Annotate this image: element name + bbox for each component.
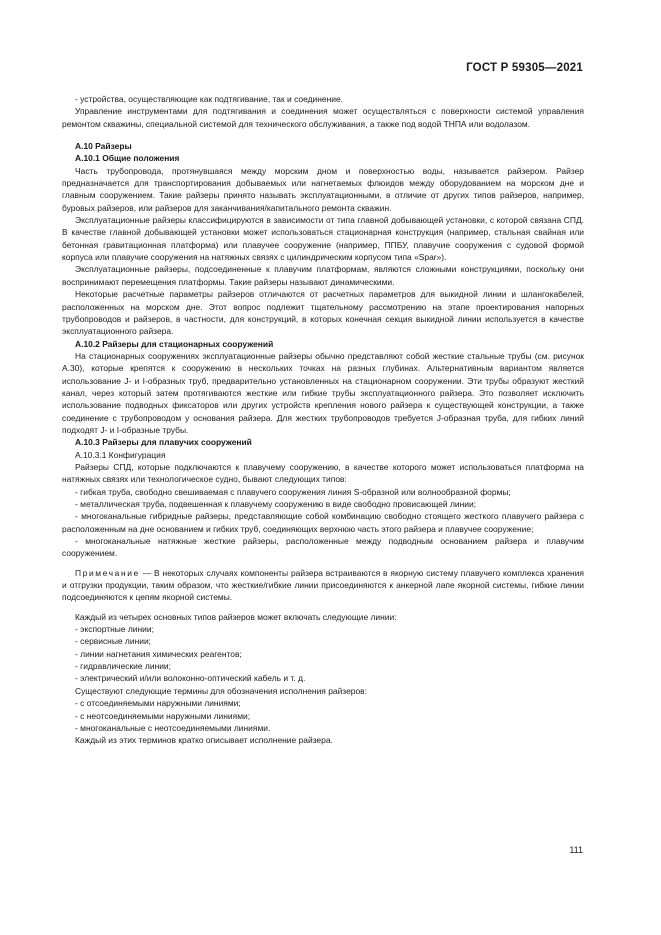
standard-header: ГОСТ Р 59305—2021 [466, 62, 583, 74]
list-item: - экспортные линии; [75, 624, 154, 635]
paragraph: Управление инструментами для подтягивания и соединения может осуществляться с поверхности системой управления ремонтом скважины, специальной системой для технического обслуживания, а также под водой ТНПА или водолазом. [62, 106, 584, 129]
list-item: - с неотсоединяемыми наружными линиями; [75, 710, 251, 721]
paragraph: Эксплуатационные райзеры классифицируются в зависимости от типа главной добывающей установки, с которой связана СПД. В качестве главной добывающей установки может использоваться стационарная конструкция (например, стальная свайная или бетонная гравитационная платформа) или плавучее сооружение (например, ППБУ, плавучие сооружения с судовой формой корпуса или плавучие сооружения на натяжных связях с цилиндрическим корпусом типа «Spar»). [62, 215, 584, 263]
paragraph: Каждый из четырех основных типов райзеров может включать следующие линии: [75, 611, 397, 622]
note-label: Примечание [75, 567, 140, 578]
list-item: - гидравлические линии; [75, 661, 171, 672]
section-heading: А.10 Райзеры [75, 141, 132, 152]
list-item: - сервисные линии; [75, 636, 151, 647]
note-text: — В некоторых случаях компоненты райзера встраиваются в якорную систему плавучего комплекса хранения и отгрузки продукции, таким образом, что жесткие/гибкие линии присоединяются к анкерной лапе якорной системы, гибкие линии подсоединяются к цепям якорной системы. [62, 567, 584, 603]
paragraph: Некоторые расчетные параметры райзеров отличаются от расчетных параметров для выкидной линии и шлангокабелей, расположенных на морском дне. Этот вопрос подлежит тщательному рассмотрению на этапе проектирования напорных трубопроводов и райзеров, в частности, для конструкций, в которых конечная секция выкидной линии используется в качестве эксплуатационного райзера. [62, 289, 584, 337]
list-item: - электрический и/или волоконно-оптический кабель и т. д. [75, 673, 306, 684]
clause-heading: А.10.3.1 Конфигурация [75, 449, 166, 460]
list-item: - многоканальные с неотсоединяемыми линиями. [75, 722, 271, 733]
subsection-heading: А.10.3 Райзеры для плавучих сооружений [75, 437, 252, 448]
document-body [62, 93, 584, 747]
paragraph: Существуют следующие термины для обозначения исполнения райзеров: [75, 685, 367, 696]
paragraph: Часть трубопровода, протянувшаяся между морским дном и поверхностью воды, называется райзером. Райзер предназначается для транспортирования добываемых или нагнетаемых флюидов между оборудованием на морском дне и главным сооружением. Такие райзеры принято называть эксплуатационными, в отличие от других типов райзеров, например, буровых райзеров, или райзеров для заканчивания/капитального ремонта скважин. [62, 165, 584, 213]
list-item: - многоканальные гибридные райзеры, представляющие собой комбинацию свободно стоящего жесткого плавучего райзера с расположенным на дне основанием и гибких труб, соединяющих верхнюю часть этого райзера и плавучее сооружение; [62, 511, 584, 534]
list-item: - линии нагнетания химических реагентов; [75, 648, 242, 659]
list-item: - устройства, осуществляющие как подтягивание, так и соединение. [75, 94, 343, 104]
paragraph: На стационарных сооружениях эксплуатационные райзеры обычно представляют собой жесткие стальные трубы (см. рисунок А.30), которые крепятся к сооружению в нескольких точках на разных глубинах. Альтернативным вариантом является использование J- и I-образных труб, предварительно установленных на стационарном сооружении. Эти трубы образуют жесткий канал, через который затем протягиваются жесткие или гибкие трубы эксплуатационного райзера. Это позволяет исключить использование подводных фиксаторов или других устройств крепления нового райзера к существующей конструкции, а также соединение с трубопроводом у основания райзера. Для жестких трубопроводов требуется J-образная труба, для гибких линий подходят J- и I-образные трубы. [62, 350, 584, 435]
paragraph: Райзеры СПД, которые подключаются к плавучему сооружению, в качестве которого может использоваться платформа на натяжных связях или технологическое судно, бывают следующих типов: [62, 461, 584, 485]
note [62, 567, 584, 604]
subsection-heading: А.10.1 Общие положения [75, 153, 180, 164]
list-item: - металлическая труба, подвешенная к плавучему сооружению в виде свободно провисающей линии; [75, 499, 477, 509]
subsection-heading: А.10.2 Райзеры для стационарных сооружений [75, 338, 274, 349]
paragraph: Каждый из этих терминов кратко описывает исполнение райзера. [75, 735, 333, 746]
list-item: - с отсоединяемыми наружными линиями; [75, 698, 241, 709]
list-item: - гибкая труба, свободно свешиваемая с плавучего сооружения линия S-образной или волнообразной формы; [75, 486, 511, 497]
list-item: - многоканальные натяжные жесткие райзеры, расположенные между подводным основанием райзера и плавучим сооружением. [62, 536, 584, 559]
paragraph: Эксплуатационные райзеры, подсоединенные к плавучим платформам, являются сложными конструкциями, поскольку они воспринимают перемещения платформы. Такие райзеры называют динамическими. [62, 264, 584, 287]
page-number: 111 [569, 845, 583, 855]
